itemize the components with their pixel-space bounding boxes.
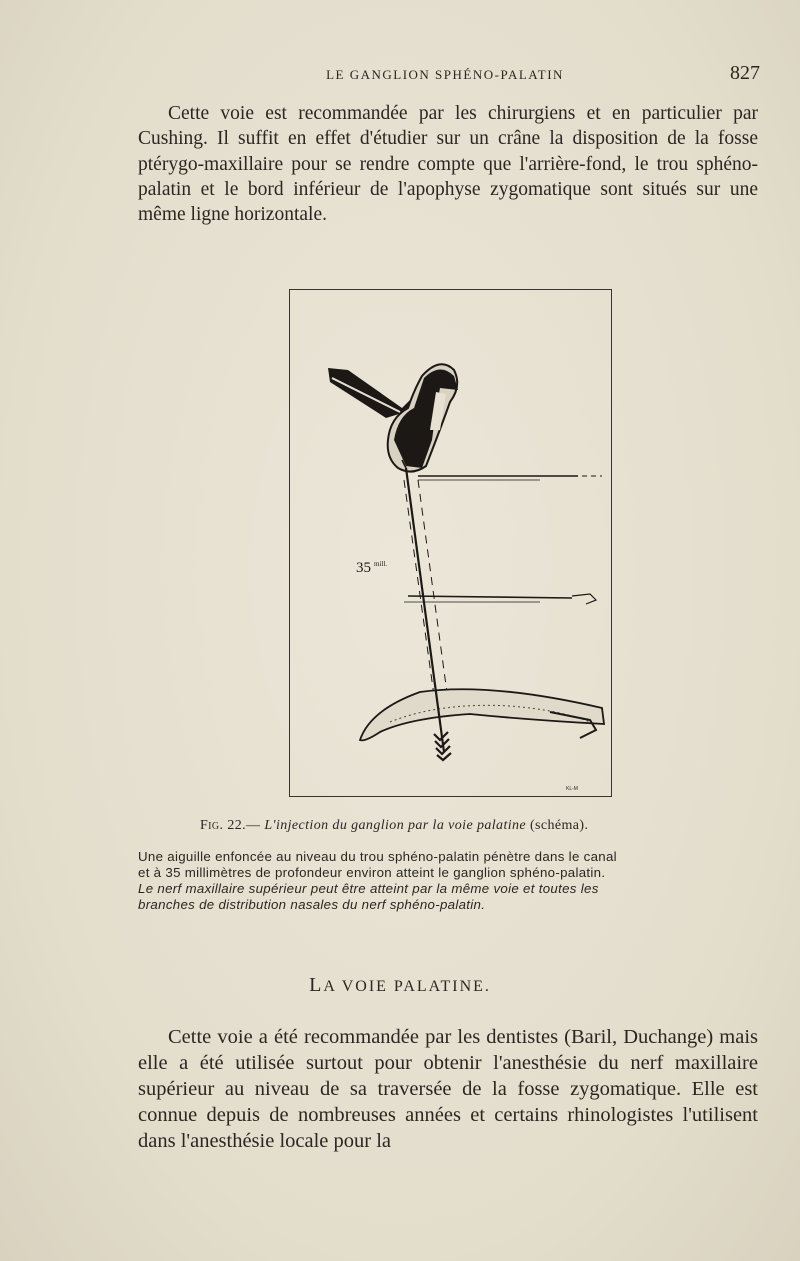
legend-line-4: branches de distribution nasales du nerf sphéno-palatin. <box>138 897 486 912</box>
legend-line-2: et à 35 millimètres de profondeur environ atteint le ganglion sphéno-palatin. <box>138 865 606 880</box>
canal-border-left <box>404 480 436 710</box>
legend-line-3: Le nerf maxillaire supérieur peut être atteint par la même voie et toutes les <box>138 881 599 896</box>
nasal-wall-shape <box>328 368 412 418</box>
illustrator-signature: KL-M <box>566 786 578 792</box>
page-number: 827 <box>730 62 760 84</box>
running-head <box>130 62 760 86</box>
section-heading-initial: L <box>309 974 324 996</box>
caption-note: (schéma). <box>529 818 589 833</box>
running-title: LE GANGLION SPHÉNO-PALATIN <box>326 67 564 82</box>
depth-label: 35 <box>356 560 371 576</box>
caption-title: L'injection du ganglion par la voie palatine <box>264 818 527 833</box>
caption-number: Fig. 22.— <box>200 818 261 833</box>
legend-line-1: Une aiguille enfoncée au niveau du trou sphéno-palatin pénètre dans le canal <box>138 849 617 864</box>
figure-caption <box>200 818 740 834</box>
sphenopalatine-ganglion-shadow <box>394 369 458 468</box>
paragraph-1-text: Cette voie est recommandée par les chirurgiens et en particulier par Cushing. Il suffit en effet d'étudier sur un crâne la disposition de la fosse ptérygo-maxillaire pour se rendre compte que l'arrière-fond, le trou sphéno-palatin et le bord inférieur de l'apophyse zygomatique sont situés sur une même ligne horizontale. <box>138 103 758 226</box>
palatine-injection-diagram <box>290 290 610 795</box>
canal-level-line <box>408 596 572 598</box>
depth-unit: mill. <box>374 560 388 568</box>
paragraph-2-text: Cette voie a été recommandée par les dentistes (Baril, Duchange) mais elle a été utilisée surtout pour obtenir l'anesthésie du nerf maxillaire supérieur au niveau de sa traversée de la fosse zygomatique. Elle est connue depuis de nombreuses années et certains rhinologistes l'utilisent dans l'anesthésie locale pour la <box>138 1026 758 1152</box>
needle-fletching <box>434 732 451 760</box>
paragraph-palatine <box>138 1024 758 1154</box>
paragraph-cushing <box>138 101 758 227</box>
section-heading-rest: A VOIE PALATINE. <box>323 978 491 995</box>
figure-legend <box>138 849 758 913</box>
section-heading <box>0 974 800 997</box>
canal-level-end <box>572 594 596 604</box>
figure-22 <box>289 289 612 797</box>
